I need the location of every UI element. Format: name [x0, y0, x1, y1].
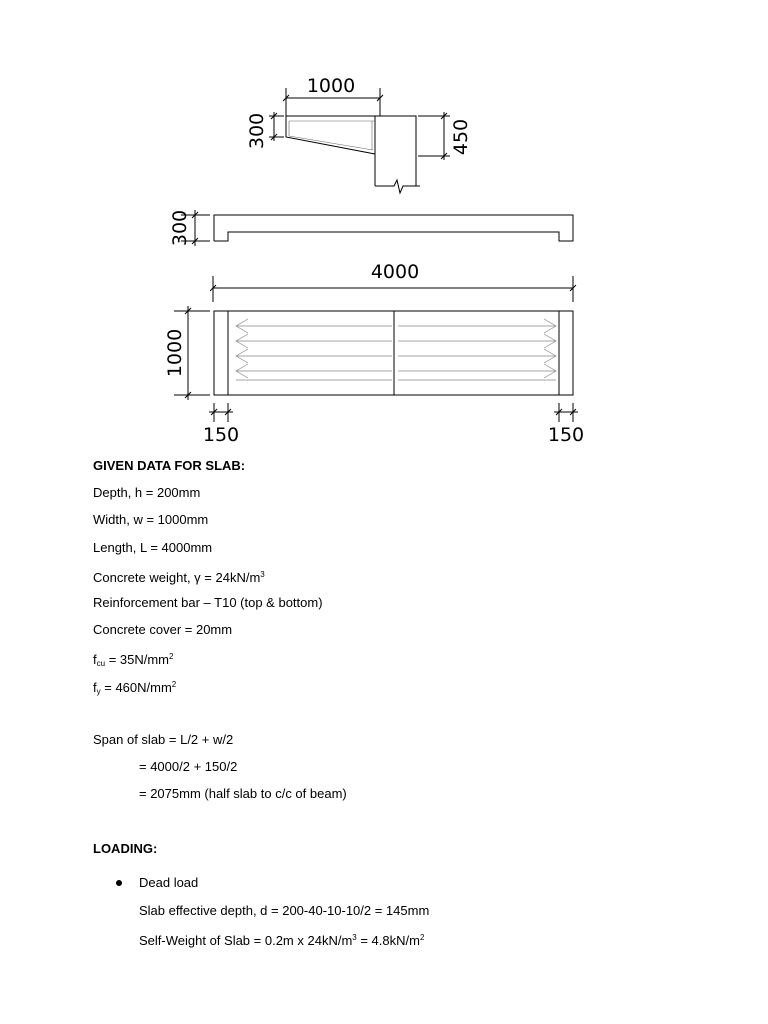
dim-top-height-small: 300 [246, 112, 268, 150]
length-line: Length, L = 4000mm [93, 540, 213, 555]
slab-drawing [0, 0, 768, 450]
bullet-icon [116, 880, 122, 886]
dim-length: 4000 [370, 261, 420, 283]
span-line-1: Span of slab = L/2 + w/2 [93, 732, 234, 747]
fcu-line: $f_{cu} = 35N/mm^2$ [93, 652, 174, 668]
effective-depth-line: Slab effective depth, d = 200-40-10-10/2 = 145mm [139, 903, 430, 918]
reinforcement-line: Reinforcement bar – T10 (top & bottom) [93, 595, 323, 610]
depth-line: Depth, h = 200mm [93, 485, 201, 500]
span-line-2: = 4000/2 + 150/2 [139, 759, 238, 774]
concrete-weight-line: Concrete weight, $\gamma = 24kN/m^3$ [93, 570, 265, 585]
width-line: Width, w = 1000mm [93, 512, 209, 527]
dim-plan-width: 1000 [164, 328, 186, 378]
given-heading: GIVEN DATA FOR SLAB: [93, 458, 246, 473]
section-detail [269, 88, 450, 193]
dim-top-height-large: 450 [450, 118, 472, 156]
dim-top-width: 1000 [306, 75, 356, 97]
loading-heading: LOADING: [93, 841, 158, 856]
fy-line: $f_y = 460N/mm^2$ [93, 680, 177, 696]
cover-line: Concrete cover = 20mm [93, 622, 233, 637]
self-weight-line: Self-Weight of Slab = 0.2m x $24kN/m^3 = 4.8kN/m^2$ [139, 933, 425, 948]
span-line-3: = 2075mm (half slab to c/c of beam) [139, 786, 347, 801]
dead-load-label: Dead load [139, 875, 199, 890]
slab-plan [174, 276, 578, 422]
slab-elevation [181, 210, 573, 246]
dim-support-right: 150 [547, 424, 585, 446]
dim-elev-height: 300 [169, 209, 191, 247]
dim-support-left: 150 [202, 424, 240, 446]
